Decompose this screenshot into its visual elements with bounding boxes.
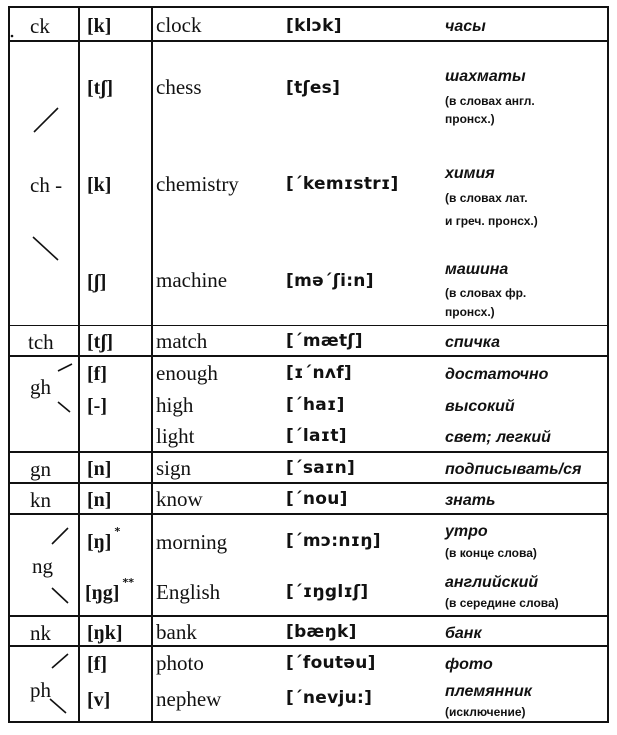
row-divider: [8, 482, 609, 484]
note-chemistry-2: и греч. пронсх.): [445, 214, 538, 228]
word-high: high: [156, 393, 194, 417]
sound-machine: [ʃ]: [87, 271, 107, 293]
letter-ck: ck: [30, 14, 50, 38]
note-machine-1: (в словах фр.: [445, 286, 527, 300]
word-chemistry: chemistry: [156, 172, 239, 196]
transcription-nephew: [ˊnevju:]: [286, 688, 373, 708]
translation-enough: достаточно: [445, 366, 549, 383]
transcription-light: [ˊlaɪt]: [286, 426, 347, 446]
letter-ch: ch -: [30, 173, 63, 197]
transcription-high: [ˊhaɪ]: [286, 395, 345, 415]
word-nephew: nephew: [156, 687, 222, 711]
translation-light: свет; легкий: [445, 429, 551, 446]
sound-morning: [ŋ] *: [87, 525, 121, 553]
note-machine-2: пронсх.): [445, 305, 495, 319]
row-divider: [8, 325, 609, 326]
translation-match: спичка: [445, 334, 500, 351]
note-morning: (в конце слова): [445, 546, 537, 560]
letter-ph: ph: [30, 678, 51, 702]
translation-high: высокий: [445, 398, 515, 415]
translation-morning: утро: [445, 523, 488, 540]
transcription-machine: [məˊʃi:n]: [286, 271, 374, 291]
translation-english: английский: [445, 574, 539, 591]
word-bank: bank: [156, 620, 197, 644]
note-chess-1: (в словах англ.: [445, 94, 535, 108]
footnote-marker: *: [114, 525, 121, 538]
sound-sign: [n]: [87, 458, 112, 480]
word-match: match: [156, 329, 208, 353]
translation-sign: подписывать/ся: [445, 461, 582, 478]
transcription-clock: [klɔk]: [286, 16, 342, 36]
letter-gn: gn: [30, 457, 51, 481]
translation-chess: шахматы: [445, 68, 526, 85]
letter-nk: nk: [30, 621, 51, 645]
note-chemistry-1: (в словах лат.: [445, 191, 528, 205]
translation-bank: банк: [445, 625, 482, 642]
transcription-bank: [bæŋk]: [286, 622, 357, 642]
sound-chemistry: [k]: [87, 174, 112, 196]
word-clock: clock: [156, 13, 202, 37]
letter-kn: kn: [30, 488, 51, 512]
transcription-match: [ˊmætʃ]: [286, 331, 363, 351]
translation-chemistry: химия: [445, 165, 495, 182]
row-divider: [8, 615, 609, 617]
word-sign: sign: [156, 456, 192, 480]
note-chess-2: пронсх.): [445, 112, 495, 126]
translation-clock: часы: [445, 18, 486, 35]
word-enough: enough: [156, 361, 218, 385]
row-divider: [8, 355, 609, 357]
letter-gh: gh: [30, 375, 51, 399]
word-machine: machine: [156, 268, 228, 292]
transcription-photo: [ˊfoutəu]: [286, 653, 376, 673]
row-divider: [8, 513, 609, 515]
letter-ng: ng: [32, 554, 53, 578]
row-divider: [8, 645, 609, 647]
sound-high: [-]: [87, 395, 107, 417]
sound-photo: [f]: [87, 653, 107, 675]
word-photo: photo: [156, 651, 204, 675]
letter-tch: tch: [28, 330, 54, 354]
translation-photo: фото: [445, 656, 493, 673]
translation-nephew: племянник: [445, 683, 532, 700]
transcription-enough: [ɪˊnʌf]: [286, 363, 352, 383]
sound-ck: [k]: [87, 15, 112, 37]
sound-enough: [f]: [87, 363, 107, 385]
transcription-english: [ˊɪŋglɪʃ]: [286, 582, 369, 602]
word-light: light: [156, 424, 195, 448]
transcription-know: [ˊnou]: [286, 489, 348, 509]
sound-match: [tʃ]: [87, 331, 114, 353]
note-english: (в середине слова): [445, 596, 559, 610]
word-morning: morning: [156, 530, 228, 554]
sound-know: [n]: [87, 489, 112, 511]
translation-know: знать: [445, 492, 496, 509]
transcription-chess: [tʃes]: [286, 78, 341, 98]
transcription-morning: [ˊmɔ:nɪŋ]: [286, 531, 381, 551]
transcription-chemistry: [ˊkemɪstrɪ]: [286, 174, 399, 194]
sound-bank: [ŋk]: [87, 622, 123, 644]
word-english: English: [156, 580, 221, 604]
sound-nephew: [v]: [87, 689, 111, 711]
transcription-sign: [ˊsaɪn]: [286, 458, 356, 478]
note-nephew: (исключение): [445, 705, 526, 719]
sound-english: [ŋg] **: [85, 576, 134, 604]
footnote-marker: **: [122, 576, 134, 589]
word-chess: chess: [156, 75, 202, 99]
word-know: know: [156, 487, 203, 511]
row-divider: [8, 40, 609, 42]
sound-chess: [tʃ]: [87, 77, 114, 99]
row-divider: [8, 451, 609, 453]
translation-machine: машина: [445, 261, 509, 278]
